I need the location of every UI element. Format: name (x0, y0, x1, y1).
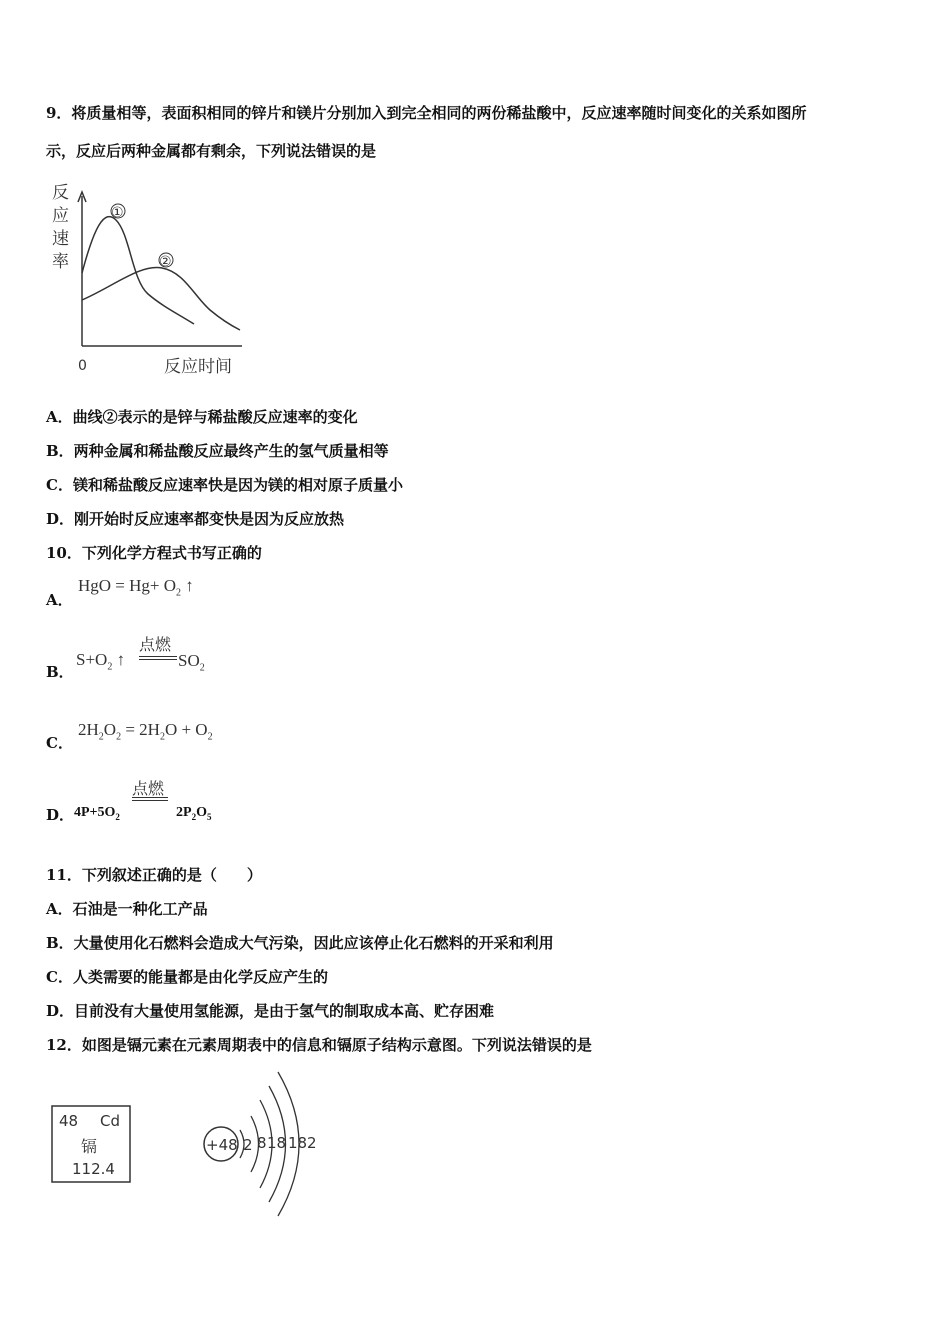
curve-1-label: ① (111, 205, 124, 221)
q11-option-b: B．大量使用化石燃料会造成大气污染，因此应该停止化石燃料的开采和利用 (46, 934, 554, 952)
shell-count-1: 2 (243, 1136, 253, 1154)
q10-formula-b-right: $SO_2$ (178, 651, 205, 674)
q10-formula-a: HgO = $Hg+ O_2$ ↑ (78, 576, 194, 599)
q10-formula-d-left: $4P+5O_2$ (74, 805, 120, 822)
cadmium-atom-structure (196, 1068, 326, 1218)
q10-label-a: A． (46, 591, 73, 609)
shell-count-3: 18 (267, 1134, 287, 1152)
q9-option-a: A．曲线②表示的是锌与稀盐酸反应速率的变化 (46, 408, 358, 426)
q10-formula-c: $2H_2O_2 = 2H_2O + O_2$ (78, 720, 213, 743)
q10-label-c: C． (46, 734, 73, 752)
q10-equals-b (139, 656, 177, 660)
element-number: 48 (59, 1112, 79, 1130)
shell-count-2: 8 (257, 1134, 267, 1152)
shell-count-5: 2 (307, 1134, 317, 1152)
q11-stem: 11．下列叙述正确的是（ ） (46, 866, 262, 884)
q10-equals-d (132, 797, 168, 801)
q12-stem: 12．如图是镉元素在元素周期表中的信息和镉原子结构示意图。下列说法错误的是 (46, 1036, 592, 1054)
q10-stem: 10．下列化学方程式书写正确的 (46, 544, 262, 562)
graph-ylabel-1: 反 (52, 183, 69, 203)
q11-option-d: D．目前没有大量使用氢能源，是由于氢气的制取成本高、贮存困难 (46, 1002, 495, 1020)
graph-curve-2 (82, 268, 240, 330)
graph-curve-1 (82, 217, 194, 324)
q11-option-c: C．人类需要的能量都是由化学反应产生的 (46, 968, 328, 986)
q10-label-d: D． (46, 806, 75, 824)
q10-condition-b: 点燃 (139, 635, 172, 654)
q10-formula-d-right: $2P_2O_5$ (176, 805, 212, 822)
q10-label-b: B． (46, 663, 74, 681)
graph-ylabel-2: 应 (52, 206, 69, 226)
graph-ylabel-4: 率 (52, 252, 69, 272)
q9-stem-line2: 示，反应后两种金属都有剩余，下列说法错误的是 (46, 142, 377, 160)
curve-2-label: ② (159, 254, 172, 270)
q11-option-a: A．石油是一种化工产品 (46, 900, 208, 918)
element-name: 镉 (81, 1137, 98, 1156)
q9-option-c: C．镁和稀盐酸反应速率快是因为镁的相对原子质量小 (46, 476, 403, 494)
q9-option-d: D．刚开始时反应速率都变快是因为反应放热 (46, 510, 345, 528)
graph-origin-label: 0 (78, 358, 87, 374)
q10-condition-d: 点燃 (132, 779, 165, 798)
shell-count-4: 18 (288, 1134, 308, 1152)
q9-stem-line1: 9．将质量相等，表面积相同的锌片和镁片分别加入到完全相同的两份稀盐酸中，反应速率随时间变化的关系如图所 (46, 104, 807, 122)
q9-option-b: B．两种金属和稀盐酸反应最终产生的氢气质量相等 (46, 442, 389, 460)
graph-xlabel: 反应时间 (164, 357, 232, 377)
element-symbol: Cd (100, 1112, 120, 1130)
reaction-rate-graph (44, 178, 254, 383)
element-mass: 112.4 (72, 1160, 115, 1178)
q10-formula-b-left: $S+O_2$ ↑ (76, 650, 126, 673)
atom-nucleus-charge: +48 (206, 1136, 238, 1154)
graph-ylabel-3: 速 (52, 229, 69, 249)
cadmium-element-card (50, 1104, 134, 1186)
